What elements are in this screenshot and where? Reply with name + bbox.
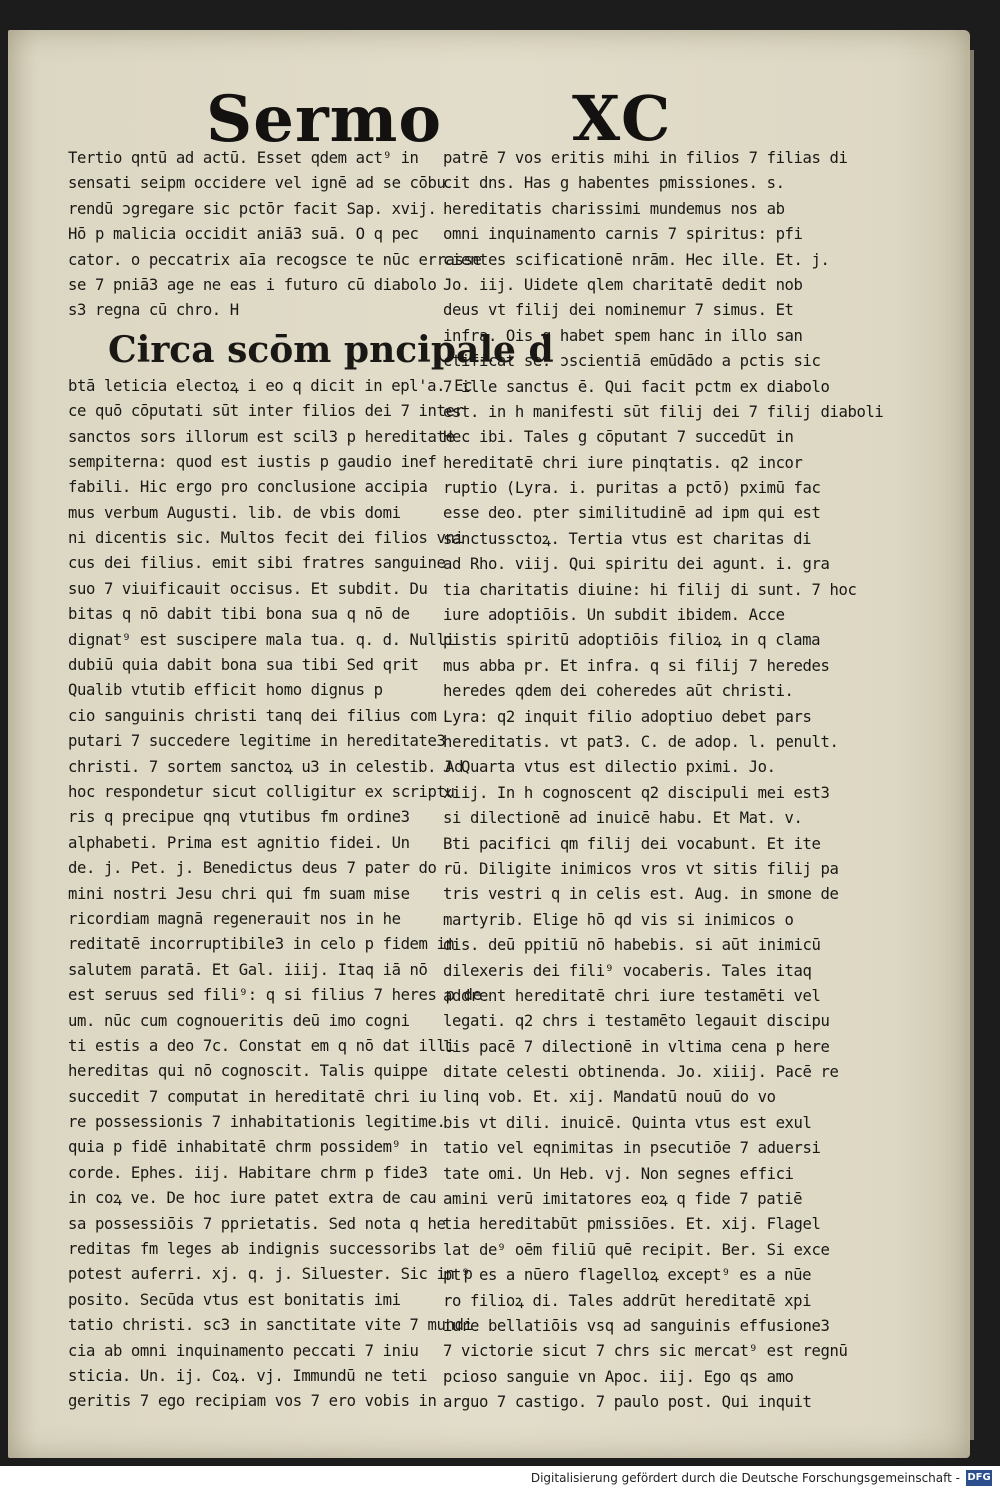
text-line: bis vt dili. inuicē. Quinta vtus est exul (443, 1113, 812, 1132)
text-line: infra. Ois q habet spem hanc in illo san (443, 326, 803, 345)
text-line: mini nostri Jesu chri qui fm suam mise (68, 884, 410, 903)
text-line: posito. Secūda vtus est bonitatis imi (68, 1290, 401, 1309)
text-line: si dilectionē ad inuicē habu. Et Mat. v. (443, 809, 803, 828)
text-line: Circa scōm pncipale d (108, 328, 554, 371)
text-line: suo 7 viuificauit occisus. Et subdit. Du (68, 579, 428, 598)
text-line: Jo. iij. Uidete qlem charitatē dedit nob (443, 275, 803, 294)
text-line: patrē 7 vos eritis mihi in filios 7 filias di (443, 149, 848, 167)
text-line: de. j. Pet. j. Benedictus deus 7 pater do (68, 859, 437, 878)
text-line: ce quō cōputati sūt inter filios dei 7 inter (68, 402, 464, 421)
text-line: salutem paratā. Et Gal. iiij. Itaq iā nō (68, 960, 428, 979)
text-line: ctificat se. ɔscientiā emūdādo a pctis sic (443, 352, 821, 371)
text-line: cientes scificationē nrām. Hec ille. Et. j. (443, 250, 830, 269)
text-line: Lyra: q2 inquit filio adoptiuo debet pars (443, 707, 812, 726)
text-line: ruptio (Lyra. i. puritas a pctō) pximū fac (443, 479, 821, 498)
text-line: ti estis a deo 7c. Constat em q nō dat illi (68, 1036, 455, 1055)
text-line: ad Rho. viij. Qui spiritu dei agunt. i. gra (443, 555, 830, 574)
text-line: cia ab omni inquinamento peccati 7 iniu (68, 1341, 419, 1360)
text-line: legati. q2 chrs i testamēto legauit discipu (443, 1012, 830, 1031)
left-text-column (68, 146, 554, 1415)
page-edge (968, 50, 974, 1440)
text-line: iure adoptiōis. Un subdit ibidem. Acce (443, 606, 785, 625)
text-line: heredes qdem dei coheredes aūt christi. (443, 682, 794, 701)
text-line: hereditatis charissimi mundemus nos ab (443, 199, 785, 218)
text-line: addrent hereditatē chri iure testamēti vel (443, 986, 821, 1005)
text-line: sanctussctoꝝ. Tertia vtus est charitas di (443, 529, 812, 548)
text-line: ni dicentis sic. Multos fecit dei filios vni (68, 529, 464, 548)
text-line: est. in h manifesti sūt filij dei 7 filij diaboli (443, 402, 884, 421)
text-line: lis pacē 7 dilectionē in vltima cena p here (443, 1037, 830, 1056)
dfg-logo: DFG (966, 1470, 992, 1486)
text-line: tatio christi. sc3 in sanctitate vite 7 mundi (68, 1316, 473, 1335)
text-line: hereditatis. vt pat3. C. de adop. l. penult. (443, 732, 839, 751)
text-line: tia hereditabūt pmissiōes. Et. xij. Flagel (443, 1215, 821, 1234)
text-line: deus vt filij dei nominemur 7 simus. Et (443, 301, 794, 320)
text-line: hoc respondetur sicut colligitur ex scriptu (68, 782, 455, 801)
text-line: dignat⁹ est suscipere mala tua. q. d. Nulli (68, 630, 455, 649)
text-line: tris vestri q in celis est. Aug. in smone de (443, 885, 839, 904)
text-line: geritis 7 ego recipiam vos 7 ero vobis in (68, 1392, 437, 1411)
text-line: amini verū imitatores eoꝝ q fide 7 patiē (443, 1190, 803, 1209)
text-line: Qualib vtutib efficit homo dignus p (68, 681, 383, 700)
text-line: ditate celesti obtinenda. Jo. xiiij. Pacē re (443, 1063, 839, 1082)
text-line: pcioso sanguie vn Apoc. iij. Ego qs amo (443, 1367, 794, 1386)
text-line: pistis spiritū adoptiōis filioꝝ in q clama (443, 631, 821, 650)
text-line: linq vob. Et. xij. Mandatū nouū do vo (443, 1088, 776, 1107)
text-line: hereditas qui nō cognoscit. Talis quippe (68, 1062, 428, 1081)
text-line: sanctos sors illorum est scil3 p hereditate (68, 427, 455, 446)
text-line: Tertio qntū ad actū. Esset qdem act⁹ in (68, 149, 419, 167)
text-line: Hec ibi. Tales g cōputant 7 succedūt in (443, 428, 794, 447)
text-line: esse deo. pter similitudinē ad ipm qui est (443, 504, 821, 523)
text-line: dubiū quia dabit bona sua tibi Sed qrit (68, 656, 419, 675)
text-line: 7 ille sanctus ē. Qui facit pctm ex diabolo (443, 377, 830, 396)
text-line: ris q precipue qnq vtutibus fm ordine3 (68, 808, 410, 827)
text-line: cio sanguinis christi tanq dei filius com (68, 706, 437, 725)
text-line: sensati seipm occidere vel ignē ad se cōbu (68, 174, 446, 193)
right-text-column (443, 146, 884, 1416)
text-line: succedit 7 computat in hereditatē chri iu (68, 1087, 437, 1106)
text-line: bitas q nō dabit tibi bona sua q nō de (68, 605, 410, 624)
text-line: reditas fm leges ab indignis successoribs (68, 1240, 437, 1259)
text-line: est seruus sed fili⁹: q si filius 7 heres p de (68, 986, 482, 1005)
text-line: omni inquinamento carnis 7 spiritus: pfi (443, 225, 803, 244)
text-line: se 7 pniā3 age ne eas i futuro cū diabolo (68, 275, 437, 294)
text-line: sa possessiōis 7 pprietatis. Sed nota q he (68, 1214, 446, 1233)
text-line: rendū ɔgregare sic pctōr facit Sap. xvij. (68, 199, 437, 218)
text-line: putari 7 succedere legitime in hereditate3 (68, 732, 446, 751)
text-line: J Quarta vtus est dilectio pximi. Jo. (443, 758, 776, 777)
text-line: Bti pacifici qm filij dei vocabunt. Et ite (443, 834, 821, 853)
text-line: lat de⁹ oēm filiū quē recipit. Ber. Si exce (443, 1240, 830, 1259)
text-line: potest auferri. xj. q. j. Siluester. Sic in p (68, 1265, 473, 1284)
text-line: tia charitatis diuine: hi filij di sunt. 7 hoc (443, 580, 857, 599)
footer (0, 1466, 1000, 1494)
text-line: reditatē incorruptibile3 in celo p fidem in (68, 935, 455, 954)
text-line: btā leticia electoꝝ i eo q dicit in epl'a. Ec (68, 376, 473, 395)
text-line: dis. deū ppitiū nō habebis. si aūt inimicū (443, 936, 821, 955)
funding-credit: Digitalisierung gefördert durch die Deutsche Forschungsgemeinschaft - (530, 1471, 960, 1485)
text-line: hereditatē chri iure pinqtatis. q2 incor (443, 453, 803, 472)
text-line: fabili. Hic ergo pro conclusione accipia (68, 478, 428, 497)
text-line: cus dei filius. emit sibi fratres sanguine (68, 554, 446, 573)
text-line: arguo 7 castigo. 7 paulo post. Qui inquit (443, 1393, 812, 1412)
text-line: cator. o peccatrix aīa recogsce te nūc errasse (68, 250, 482, 269)
text-line: quia p fidē inhabitatē chrm possidem⁹ in (68, 1138, 428, 1157)
text-line: rū. Diligite inimicos vros vt sitis filij pa (443, 859, 839, 878)
text-line: ro filioꝝ di. Tales addrūt hereditatē xpi (443, 1291, 812, 1310)
text-line: iure bellatiōis vsq ad sanguinis effusione3 (443, 1316, 830, 1335)
text-line: s3 regna cū chro. H (68, 301, 239, 320)
text-line: tatio vel eqnimitas in psecutiōe 7 aduersi (443, 1139, 821, 1158)
text-line: xiij. In h cognoscent q2 discipuli mei est3 (443, 783, 830, 802)
text-line: re possessionis 7 inhabitationis legitime. (68, 1113, 446, 1132)
text-line: 7 victorie sicut 7 chrs sic mercat⁹ est regnū (443, 1342, 848, 1361)
text-line: martyrib. Elige hō qd vis si inimicos o (443, 910, 794, 929)
text-line: sempiterna: quod est iustis p gaudio inef (68, 452, 437, 471)
text-line: Hō p malicia occidit aniā3 suā. O q pec (68, 225, 419, 244)
text-line: cit dns. Has g habentes pmissiones. s. (443, 174, 785, 193)
text-line: dilexeris dei fili⁹ vocaberis. Tales itaq (443, 961, 812, 980)
running-head-right: XC (572, 82, 673, 155)
text-line: in coꝝ ve. De hoc iure patet extra de cau (68, 1189, 437, 1208)
text-line: pt⁹ es a nūero flagelloꝝ except⁹ es a nūe (443, 1266, 812, 1285)
text-line: christi. 7 sortem sanctoꝝ u3 in celestib. Ad (68, 757, 464, 776)
text-line: alphabeti. Prima est agnitio fidei. Un (68, 833, 410, 852)
text-line: mus abba pr. Et infra. q si filij 7 heredes (443, 656, 830, 675)
text-line: tate omi. Un Heb. vj. Non segnes effici (443, 1164, 794, 1183)
text-line: um. nūc cum cognoueritis deū imo cogni (68, 1011, 410, 1030)
text-line: sticia. Un. ij. Coꝝ. vj. Immundū ne teti (68, 1366, 428, 1385)
text-line: ricordiam magnā regenerauit nos in he (68, 909, 401, 928)
text-line: mus verbum Augusti. lib. de vbis domi (68, 503, 401, 522)
running-head-left: Sermo (206, 82, 443, 157)
text-line: corde. Ephes. iij. Habitare chrm p fide3 (68, 1163, 428, 1182)
